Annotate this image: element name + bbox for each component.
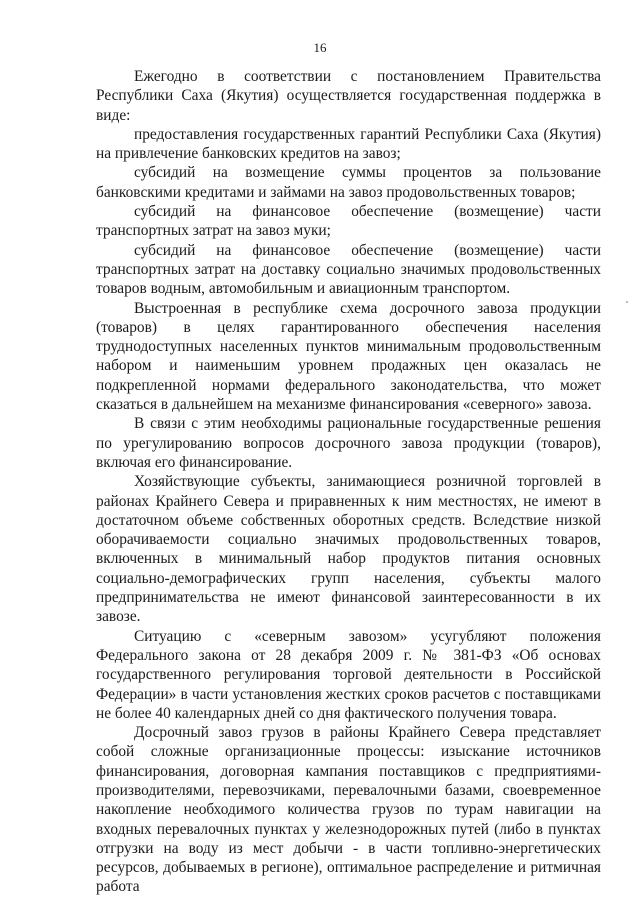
paragraph-federal-law: Ситуацию с «северным завозом» усугубляют положения Федерального закона от 28 декабря 2009 г. № 381-ФЗ «Об основах государственного регулирования торговой деятельности в Российской Федерации» в части установления жестких сроков расчетов с поставщиками не более 40 календарных дней со дня фактического получения товара. — [96, 627, 601, 722]
scan-speck — [626, 301, 628, 303]
paragraph-rational-decisions: В связи с этим необходимы рациональные государственные решения по урегулированию вопросов досрочного завоза продукции (товаров), включая его финансирование. — [96, 415, 601, 471]
paragraph-business-entities: Хозяйствующие субъекты, занимающиеся розничной торговлей в районах Крайнего Севера и приравненных к ним местностях, не имеют в достаточном объеме собственных оборотных средств. Вследствие низкой оборачиваемости социально значимых продовольственных товаров, включенных в минимальный набор продуктов питания основных социально-демографических групп населения, субъекты малого предпринимательства не имеют финансовой заинтересованности в их завозе. — [96, 473, 601, 626]
paragraph-state-guarantees: предоставления государственных гарантий Республики Саха (Якутия) на привлечение банковских кредитов на завоз; — [96, 125, 601, 163]
document-body — [96, 67, 601, 897]
page-number: 16 — [313, 40, 327, 55]
paragraph-early-delivery-scheme: Выстроенная в республике схема досрочного завоза продукции (товаров) в целях гарантированного обеспечения населения труднодоступных населенных пунктов минимальным продовольственным набором и наименьшим уровнем продажных цен оказалась не подкрепленной нормами федерального законодательства, что может сказаться в дальнейшем на механизме финансирования «северного» завоза. — [96, 299, 601, 414]
paragraph-state-support-intro: Ежегодно в соответствии с постановлением Правительства Республики Саха (Якутия) осуществляется государственная поддержка в виде: — [96, 68, 601, 124]
paragraph-flour-transport-subsidies: субсидий на финансовое обеспечение (возмещение) части транспортных затрат на завоз муки; — [96, 203, 601, 240]
paragraph-cargo-delivery-processes: Досрочный завоз грузов в районы Крайнего Севера представляет собой сложные организационные процессы: изыскание источников финансирования, договорная кампания поставщиков с предприятиями-производителями, перевозчиками, перевалочными базами, своевременное накопление необходимого количества грузов по турам навигации на входных перевалочных пунктах у железнодорожных путей (либо в пунктах отгрузки на воду из мест добычи - в части топливно-энергетических ресурсов, добываемых в регионе), оптимальное распределение и ритмичная работа — [96, 724, 601, 896]
paragraph-delivery-transport-subsidies: субсидий на финансовое обеспечение (возмещение) части транспортных затрат на доставку социально значимых продовольственных товаров водным, автомобильным и авиационным транспортом. — [96, 241, 601, 298]
paragraph-interest-subsidies: субсидий на возмещение суммы процентов за пользование банковскими кредитами и займами на завоз продовольственных товаров; — [96, 164, 601, 201]
